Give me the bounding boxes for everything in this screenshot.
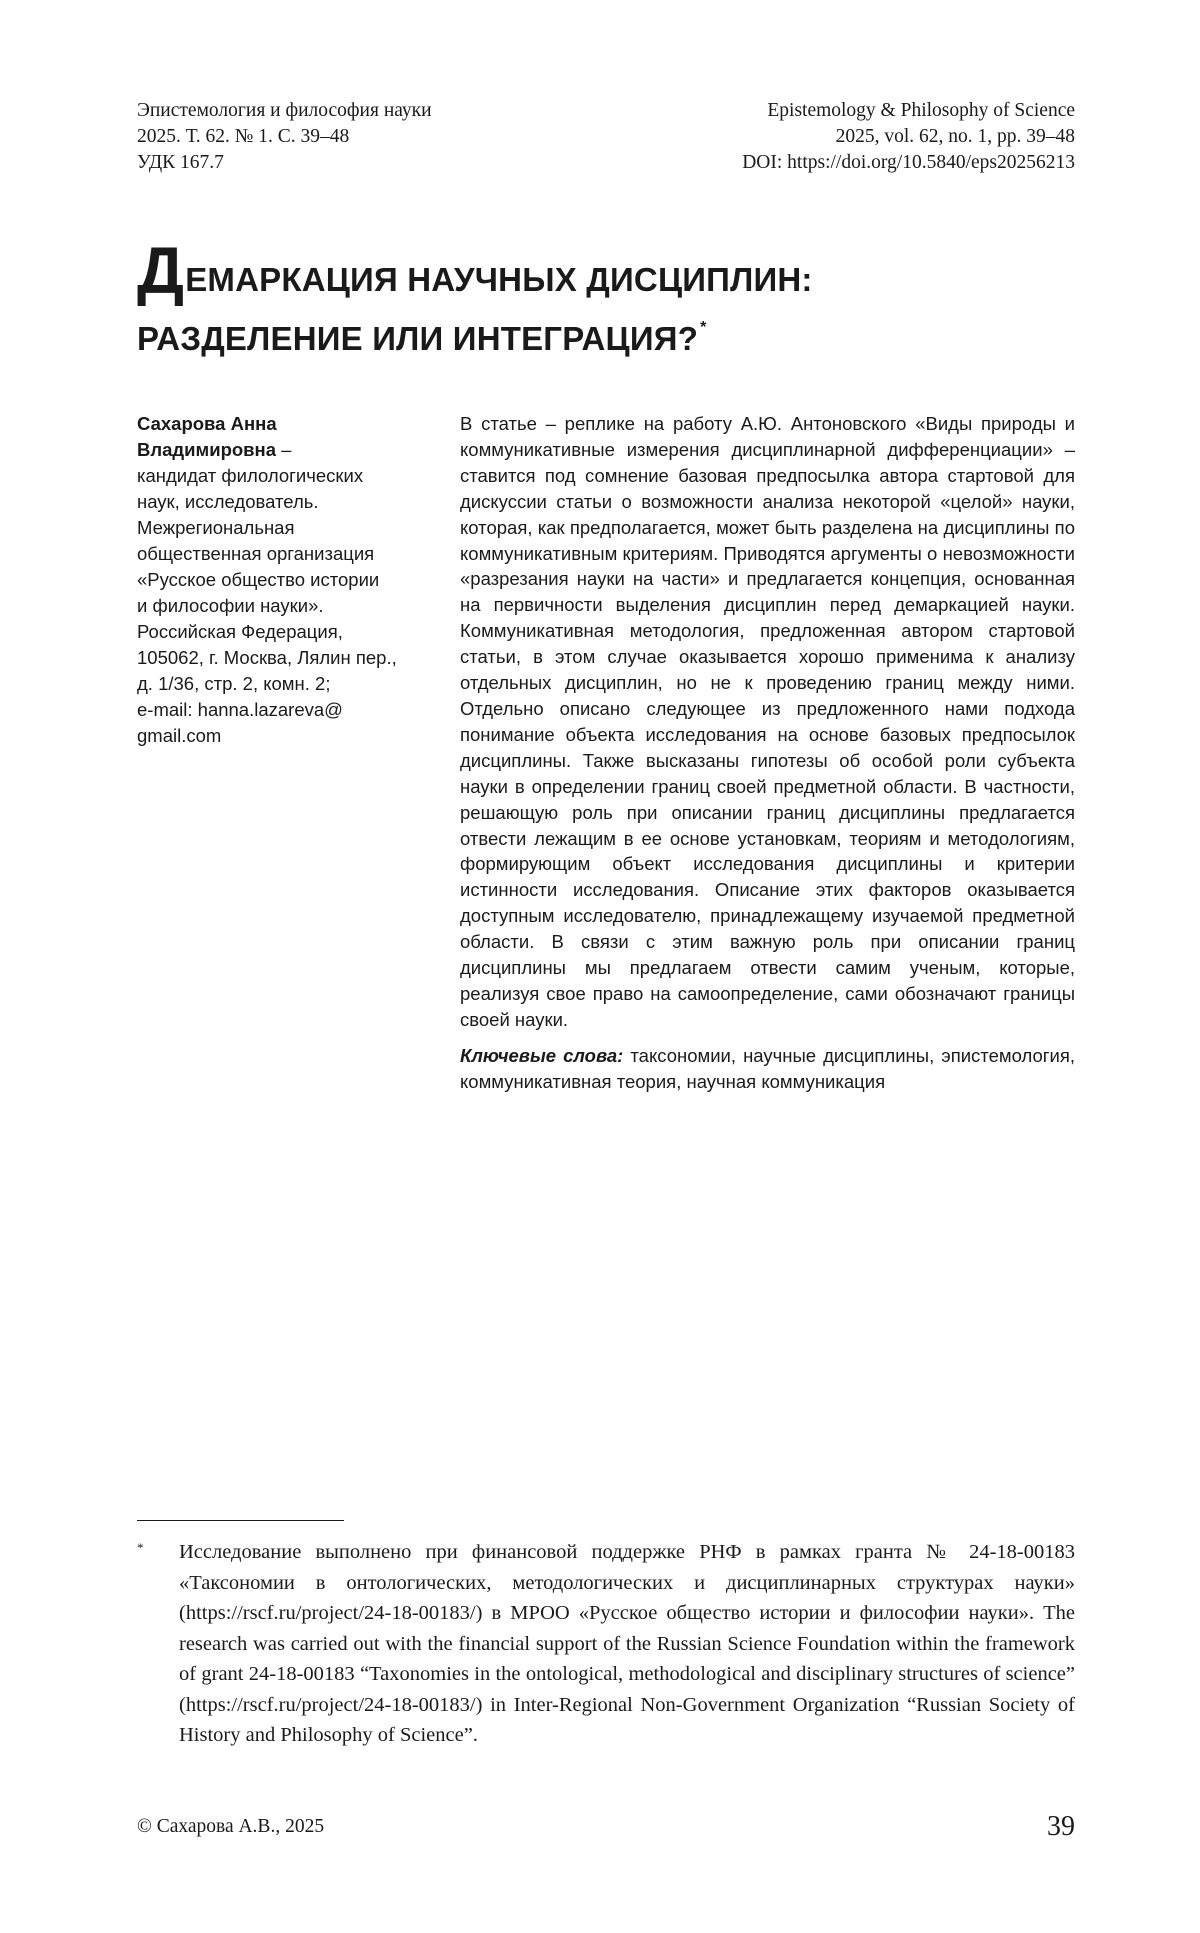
title-line-2-text: РАЗДЕЛЕНИЕ ИЛИ ИНТЕГРАЦИЯ? bbox=[137, 320, 699, 357]
keywords-label: Ключевые слова: bbox=[460, 1044, 624, 1066]
footnote-text: Исследование выполнено при финансовой поддержке РНФ в рамках гранта № 24-18-00183 «Таксономии в онтологических, методологических и дисциплинарных структурах науки» (https://rscf.ru/project/24-18-00183/) в МРОО «Русское общество истории и философии науки». The research was carried out with the financial support of the Russian Science Foundation within the framework of grant 24-18-00183 “Taxonomies in the ontological, methodological and disciplinary structures of science” (https://rscf.ru/project/24-18-00183/) in Inter-Regional Non-Government Organization “Russian Society of History and Philosophy of Science”. bbox=[179, 1541, 1075, 1746]
journal-name-en: Epistemology & Philosophy of Science bbox=[767, 100, 1075, 121]
author-line: наук, исследователь. bbox=[137, 491, 319, 512]
doi-link[interactable]: DOI: https://doi.org/10.5840/eps20256213 bbox=[742, 152, 1075, 173]
keywords bbox=[460, 1043, 1075, 1095]
title-line-2 bbox=[137, 304, 1077, 363]
header-right bbox=[742, 98, 1075, 176]
journal-header bbox=[137, 98, 1075, 176]
author-line: и философии науки». bbox=[137, 595, 324, 616]
footnote bbox=[137, 1537, 1075, 1751]
author-line: общественная организация bbox=[137, 543, 375, 564]
keywords-list: таксономии, научные дисциплины, эпистемология, коммуникативная теория, научная коммуникация bbox=[460, 1044, 1075, 1092]
author-line: Российская Федерация, bbox=[137, 621, 343, 642]
author-email-line-1[interactable]: e-mail: hanna.lazareva@ bbox=[137, 699, 343, 720]
udc-code: УДК 167.7 bbox=[137, 152, 224, 173]
abstract-text: В статье – реплике на работу А.Ю. Антоновского «Виды природы и коммуникативные измерения дисциплинарной дифференциации» – ставится под сомнение базовая предпосылка автора стартовой для дискуссии статьи о возможности анализа некоторой «целой» науки, которая, как предполагается, может быть разделена на дисциплины по коммуникативным критериям. Приводятся аргументы о невозможности «разрезания науки на части» и предлагается концепция, основанная на первичности выделения дисциплин перед демаркацией науки. Коммуникативная методология, предложенная автором стартовой статьи, в этом случае оказывается хорошо применима к анализу отдельных дисциплин, но не к проведению границ между ними. Отдельно описано следующее из предложенного нами подхода понимание объекта исследования на основе базовых предпосылок дисциплины. Также высказаны гипотезы об особой роли субъекта науки в определении границ своей предметной области. В частности, решающую роль при описании границ дисциплины предлагается отвести лежащим в ее основе установкам, теориям и методологиям, формирующим объект исследования дисциплины и критерии истинности исследования. Описание этих факторов оказывается доступным исследователю, принадлежащему изучаемой предметной области. В связи с этим важную роль при описании границ дисциплины мы предлагаем отвести самим ученым, которые, реализуя свое право на самоопределение, сами обозначают границы своей науки. bbox=[460, 413, 1075, 1030]
author-line: «Русское общество истории bbox=[137, 569, 380, 590]
issue-info-ru: 2025. Т. 62. № 1. С. 39–48 bbox=[137, 126, 350, 147]
article-title bbox=[137, 233, 1077, 363]
title-line-1 bbox=[137, 233, 1077, 307]
author-name-line-2: Владимировна bbox=[137, 439, 277, 460]
header-left bbox=[137, 98, 432, 176]
author-line: 105062, г. Москва, Лялин пер., bbox=[137, 647, 397, 668]
author-line: кандидат филологических bbox=[137, 465, 364, 486]
title-dropcap: Д bbox=[137, 233, 185, 307]
issue-info-en: 2025, vol. 62, no. 1, pp. 39–48 bbox=[835, 126, 1075, 147]
author-name-line-2-wrap bbox=[137, 437, 442, 463]
author-dash: – bbox=[276, 439, 292, 460]
author-line: д. 1/36, стр. 2, комн. 2; bbox=[137, 673, 331, 694]
author-name-line-1: Сахарова Анна bbox=[137, 413, 277, 434]
copyright: © Сахарова А.В., 2025 bbox=[137, 1816, 325, 1837]
journal-name-ru: Эпистемология и философия науки bbox=[137, 100, 432, 121]
footnote-mark: * bbox=[137, 1540, 144, 1555]
footnote-divider bbox=[137, 1520, 344, 1521]
abstract bbox=[460, 411, 1075, 1095]
page-number: 39 bbox=[1047, 1811, 1075, 1842]
author-line: Межрегиональная bbox=[137, 517, 295, 538]
title-line-1-text: ЕМАРКАЦИЯ НАУЧНЫХ ДИСЦИПЛИН: bbox=[185, 261, 813, 298]
title-footnote-mark[interactable]: * bbox=[700, 319, 707, 336]
author-info bbox=[137, 411, 442, 749]
author-email-line-2[interactable]: gmail.com bbox=[137, 725, 222, 746]
